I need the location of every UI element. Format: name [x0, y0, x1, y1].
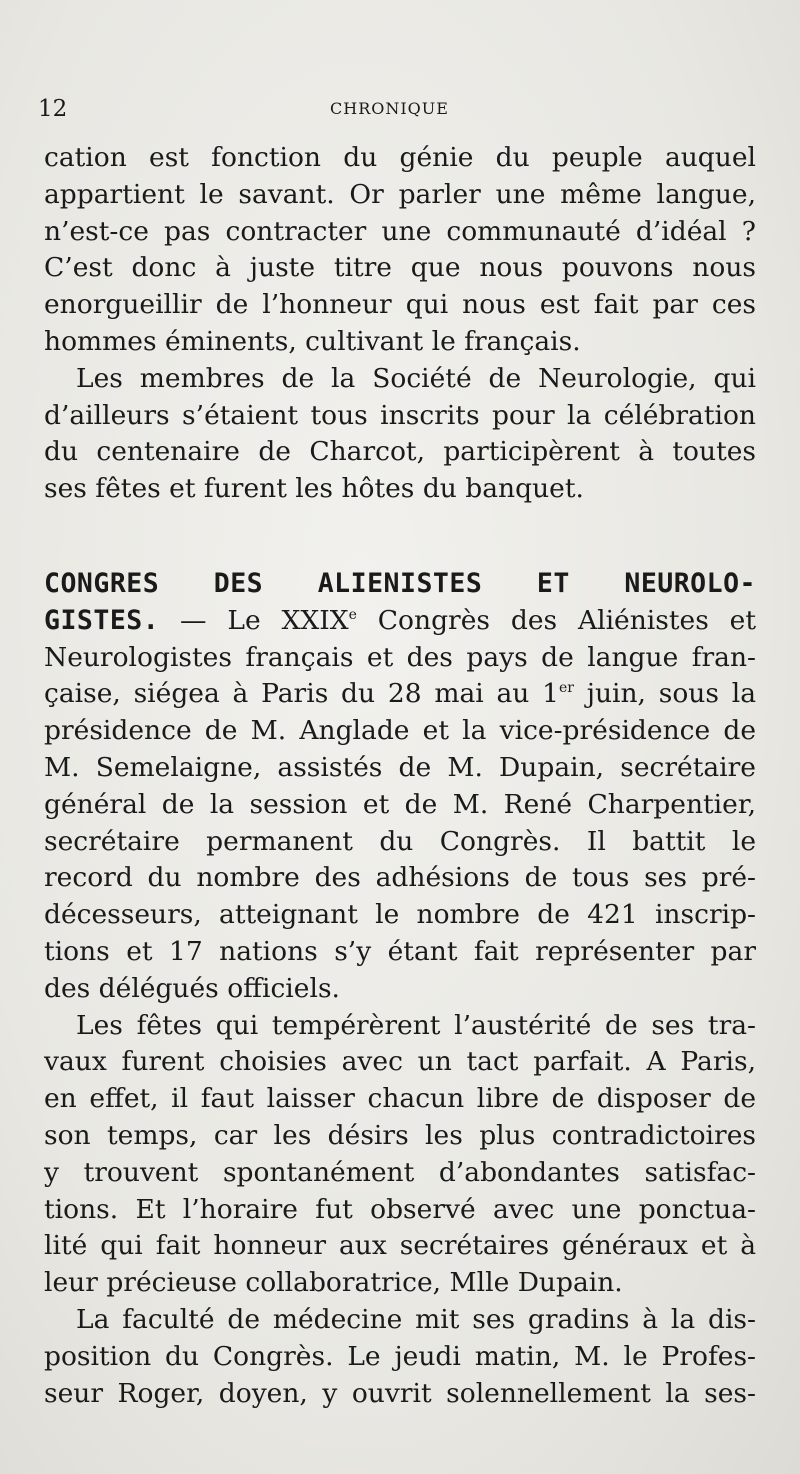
text-line: général de la session et de M. René Charpentier, — [44, 788, 756, 820]
text-line: présidence de M. Anglade et la vice-présidence de — [44, 715, 756, 747]
section-congres — [44, 566, 756, 1412]
text-line: position du Congrès. Le jeudi matin, M. le Profes- — [44, 1340, 756, 1372]
text-line: n’est-ce pas contracter une communauté d’idéal ? — [44, 215, 756, 247]
text-line: appartient le savant. Or parler une même langue, — [44, 178, 756, 210]
superscript: er — [558, 680, 574, 697]
superscript: e — [348, 606, 357, 623]
text-line: M. Semelaigne, assistés de M. Dupain, secrétaire — [44, 751, 756, 783]
text-line: record du nombre des adhésions de tous ses pré- — [44, 862, 756, 894]
section-heading: CONGRES DES ALIENISTES ET NEUROLO- — [44, 568, 756, 599]
text-line: C’est donc à juste titre que nous pouvons nous — [44, 252, 756, 284]
page-number: 12 — [38, 96, 68, 122]
running-head — [38, 96, 738, 126]
text-line: y trouvent spontanément d’abondantes satisfac- — [44, 1156, 756, 1188]
text-line: décesseurs, atteignant le nombre de 421 inscrip- — [44, 899, 756, 931]
text-line: seur Roger, doyen, y ouvrit solennellement la ses- — [44, 1377, 756, 1409]
text-line: enorgueillir de l’honneur qui nous est fait par ces — [44, 289, 756, 321]
text-line: du centenaire de Charcot, participèrent à toutes — [44, 436, 756, 468]
text-line: tions. Et l’horaire fut observé avec une ponctua- — [44, 1193, 756, 1225]
text-fragment: — Le XXIX — [159, 604, 349, 636]
text-line: hommes éminents, cultivant le français. — [44, 325, 581, 357]
text-line: son temps, car les désirs les plus contradictoires — [44, 1119, 756, 1151]
text-line: vaux furent choisies avec un tact parfait. A Paris, — [44, 1046, 756, 1078]
text-line — [44, 676, 756, 713]
running-title: CHRONIQUE — [330, 99, 449, 118]
text-line: tions et 17 nations s’y étant fait représenter par — [44, 935, 756, 967]
text-line: secrétaire permanent du Congrès. Il battit le — [44, 825, 756, 857]
text-line: lité qui fait honneur aux secrétaires généraux et à — [44, 1230, 756, 1262]
text-line: Neurologistes français et des pays de langue fran- — [44, 641, 756, 673]
text-line: ses fêtes et furent les hôtes du banquet. — [44, 473, 584, 505]
paragraph-block-1 — [44, 140, 756, 508]
text-line: des délégués officiels. — [44, 972, 340, 1004]
text-line: d’ailleurs s’étaient tous inscrits pour la célébration — [44, 399, 756, 431]
text-fragment: juin, sous la — [573, 678, 756, 710]
text-fragment: Congrès des Aliénistes et — [356, 604, 756, 636]
text-line: en effet, il faut laisser chacun libre de disposer de — [44, 1083, 756, 1115]
section-heading-end: GISTES. — [44, 604, 160, 636]
text-line: Les membres de la Société de Neurologie, qui — [76, 362, 756, 394]
text-line: cation est fonction du génie du peuple auquel — [44, 142, 756, 173]
text-fragment: çaise, siégea à Paris du 28 mai au 1 — [44, 678, 559, 710]
text-line — [44, 603, 756, 640]
text-line: La faculté de médecine mit ses gradins à la dis- — [76, 1303, 756, 1335]
text-line: leur précieuse collaboratrice, Mlle Dupain. — [44, 1267, 623, 1299]
text-line: Les fêtes qui tempérèrent l’austérité de ses tra- — [76, 1009, 756, 1041]
